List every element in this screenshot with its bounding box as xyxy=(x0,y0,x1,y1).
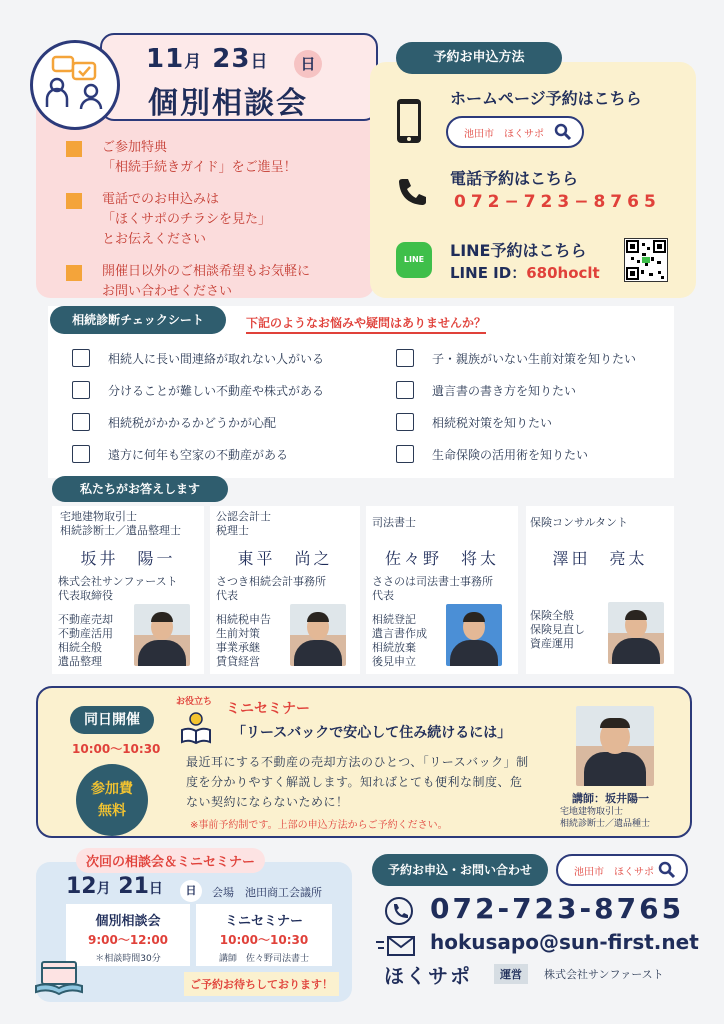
contact-search-box[interactable]: 池田市 ほくサポ xyxy=(556,854,688,886)
checklist-item[interactable]: 相続人に長い間連絡が取れない人がいる xyxy=(72,342,372,374)
checksheet-header: 相続診断チェックシート xyxy=(50,306,226,334)
expert-org: ささのは司法書士事務所 代表 xyxy=(372,575,493,602)
checklist-item[interactable]: 遺言書の書き方を知りたい xyxy=(396,374,676,406)
next-consult-card: 個別相談会 9:00〜12:00 ＊相談時間30分 xyxy=(66,904,190,966)
checkbox[interactable] xyxy=(72,349,90,367)
benefits-list xyxy=(66,138,366,314)
reservation-header: 予約お申込方法 xyxy=(396,42,562,74)
bullet-square-icon xyxy=(66,141,82,157)
expert-org: さつき相続会計事務所 代表 xyxy=(216,575,326,602)
expert-card-sakai xyxy=(52,506,204,674)
next-seminar-card: ミニセミナー 10:00〜10:30 講師 佐々野司法書士 xyxy=(196,904,332,966)
phone-reservation-number[interactable]: 072−723−8765 xyxy=(454,192,661,212)
web-search-box[interactable]: 池田市 ほくサポ xyxy=(446,116,584,148)
checkbox[interactable] xyxy=(396,413,414,431)
expert-name: 東平 尚之 xyxy=(237,549,333,568)
next-event-venue: 会場 池田商工会議所 xyxy=(212,886,322,899)
expert-name: 佐々野 将太 xyxy=(384,549,499,568)
checkbox[interactable] xyxy=(72,413,90,431)
expert-photo xyxy=(446,604,502,666)
web-reservation-label: ホームページ予約はこちら xyxy=(450,89,642,108)
checklist-item[interactable]: 分けることが難しい不動産や株式がある xyxy=(72,374,372,406)
checkbox[interactable] xyxy=(72,381,90,399)
phone-icon xyxy=(396,176,428,212)
expert-specialties: 保険全般 保険見直し 資産運用 xyxy=(530,609,585,650)
next-event-closing: ご予約お待ちしております！ xyxy=(184,972,339,996)
list-item: 電話でのお申込みは 「ほくサポのチラシを見た」 とお伝えください xyxy=(66,190,366,250)
expert-role: 公認会計士 税理士 xyxy=(216,510,271,537)
expert-card-higashihira xyxy=(210,506,360,674)
lecturer-titles: 宅地建物取引士 相続診断士／遺品種士 xyxy=(560,807,651,829)
expert-specialties: 不動産売却 不動産活用 相続全般 遺品整理 xyxy=(58,613,113,668)
qr-code-icon[interactable] xyxy=(624,238,668,282)
seminar-note: ※事前予約制です。上部の申込方法からご予約ください。 xyxy=(190,820,448,831)
expert-role: 宅地建物取引士 相続診断士／遺品整理士 xyxy=(60,510,181,537)
calendar-book-icon xyxy=(34,958,84,1000)
line-id[interactable]: LINE ID：680hoclt xyxy=(450,264,600,282)
consultation-icon xyxy=(30,40,120,130)
seminar-time: 10:00〜10:30 xyxy=(72,742,161,756)
contact-email[interactable]: hokusapo@sun-first.net xyxy=(430,930,699,954)
search-icon xyxy=(658,861,676,879)
list-item: ご参加特典 「相続手続きガイド」をご進呈！ xyxy=(66,138,366,178)
checkbox[interactable] xyxy=(396,445,414,463)
list-item: 開催日以外のご相談希望もお気軽に お問い合わせください xyxy=(66,262,366,302)
expert-name: 坂井 陽一 xyxy=(80,549,176,568)
same-day-badge: 同日開催 xyxy=(70,706,154,734)
checklist-right xyxy=(396,342,676,470)
contact-phone[interactable]: 072-723-8765 xyxy=(430,892,685,925)
company-name: 株式会社サンファースト xyxy=(544,968,664,981)
expert-specialties: 相続登記 遺言書作成 相続放棄 後見申立 xyxy=(372,613,427,668)
checklist-left xyxy=(72,342,372,470)
expert-org: 株式会社サンファースト 代表取締役 xyxy=(58,575,178,602)
phone-icon xyxy=(384,896,414,930)
event-title: 個別相談会 xyxy=(148,86,308,121)
experts-header: 私たちがお答えします xyxy=(52,476,228,502)
bullet-square-icon xyxy=(66,193,82,209)
seminar-title: ミニセミナー xyxy=(226,701,310,717)
brand-name: ほくサポ xyxy=(384,964,472,988)
expert-photo xyxy=(134,604,190,666)
expert-card-sasano xyxy=(366,506,518,674)
seminar-description: 最近耳にする不動産の売却方法のひとつ、「リースバック」制度を分かりやすく解説します。知ればとても便利な制度、危ない契約にならないために！ xyxy=(186,755,529,809)
checkbox[interactable] xyxy=(396,349,414,367)
next-event-dow-badge: 日 xyxy=(180,880,202,902)
expert-photo xyxy=(608,602,664,664)
checkbox[interactable] xyxy=(72,445,90,463)
expert-name: 澤田 亮太 xyxy=(552,549,648,568)
line-icon[interactable]: LINE xyxy=(396,242,432,278)
smartphone-icon xyxy=(396,98,422,148)
lecturer-photo xyxy=(576,706,654,786)
expert-specialties: 相続税申告 生前対策 事業承継 賃貸経営 xyxy=(216,613,271,668)
useful-badge: お役立ち xyxy=(176,697,213,707)
line-reservation-label: LINE予約はこちら xyxy=(450,241,587,260)
seminar-subtitle: 「リースバックで安心して住み続けるには」 xyxy=(232,725,512,741)
checklist-item[interactable]: 遠方に何年も空家の不動産がある xyxy=(72,438,372,470)
event-date: 11月 23日 xyxy=(146,44,269,74)
next-event-date: 12月 21日 xyxy=(66,874,163,899)
lightbulb-book-icon xyxy=(178,710,214,750)
checkbox[interactable] xyxy=(396,381,414,399)
mail-icon xyxy=(376,934,416,962)
checklist-item[interactable]: 子・親族がいない生前対策を知りたい xyxy=(396,342,676,374)
checklist-item[interactable]: 相続税対策を知りたい xyxy=(396,406,676,438)
next-event-header: 次回の相談会＆ミニセミナー xyxy=(76,848,265,873)
fee-badge: 参加費 無料 xyxy=(76,764,148,836)
checklist-item[interactable]: 相続税がかかるかどうかが心配 xyxy=(72,406,372,438)
contact-header: 予約お申込・お問い合わせ xyxy=(372,854,548,886)
expert-card-sawada xyxy=(526,506,674,674)
search-icon xyxy=(554,123,572,141)
bullet-square-icon xyxy=(66,265,82,281)
lecturer-label: 講師：坂井陽一 xyxy=(572,792,649,805)
expert-photo xyxy=(290,604,346,666)
event-dow-badge: 日 xyxy=(294,50,322,78)
operator-badge: 運営 xyxy=(494,964,528,984)
checksheet-question: 下記のようなお悩みや疑問はありませんか？ xyxy=(246,314,486,334)
expert-role: 保険コンサルタント xyxy=(530,516,629,529)
checklist-item[interactable]: 生命保険の活用術を知りたい xyxy=(396,438,676,470)
phone-reservation-label: 電話予約はこちら xyxy=(450,169,579,188)
expert-role: 司法書士 xyxy=(372,516,416,529)
